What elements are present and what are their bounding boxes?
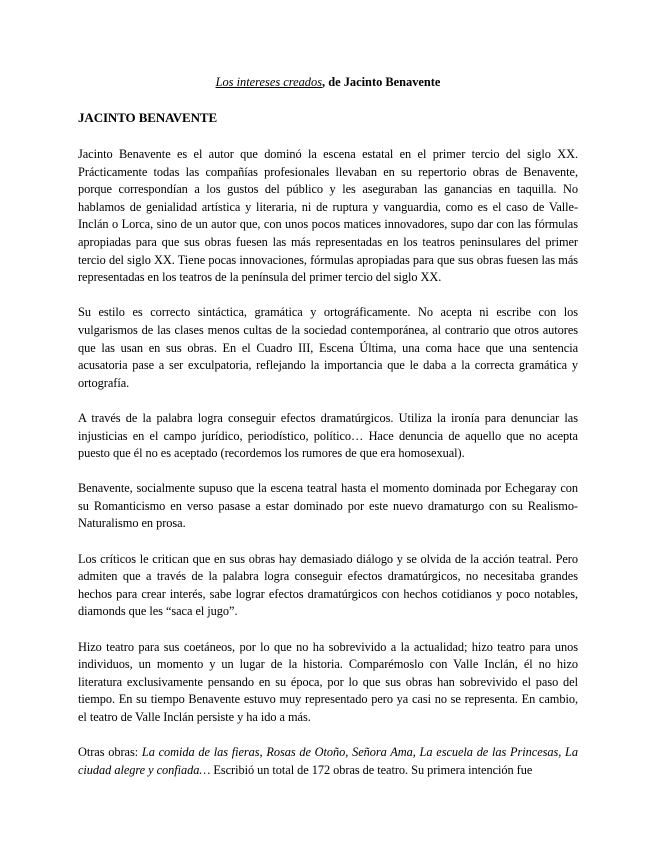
paragraph-irony: A través de la palabra logra conseguir efectos dramatúrgicos. Utiliza la ironía para denunciar las injusticias en el campo jurídico, periodístico, político… Hace denuncia de aquello que no acepta puesto que él no es aceptado (recordemos los rumores de que era homosexual).	[78, 410, 578, 461]
paragraph-style: Su estilo es correcto sintáctica, gramática y ortográficamente. No acepta ni escribe con los vulgarismos de las clases menos cultas de la sociedad contemporánea, al contrario que otros autores que las usan en sus obras. En el Cuadro III, Escena Última, una coma hace que una sentencia acusatoria pase a ser exculpatoria, reflejando la importancia que le daba a la correcta gramática y ortografía.	[78, 305, 578, 390]
paragraph-social: Benavente, socialmente supuso que la escena teatral hasta el momento dominada por Echegaray con su Romanticismo en verso pasase a estar dominado por este nuevo dramaturgo con su Realismo-Naturalismo en prosa.	[78, 481, 578, 531]
paragraph-critics: Los críticos le critican que en sus obras hay demasiado diálogo y se olvida de la acción teatral. Pero admiten que a través de la palabra logra conseguir efectos dramatúrgicos, no necesitaba grandes hechos para crear interés, sabe lograr efectos dramatúrgicos con hechos cotidianos y poco notables, diamonds que les “saca el jugo”.	[78, 551, 578, 619]
other-works-text: Escribió un total de 172 obras de teatro. Su primera intención fue	[210, 762, 533, 777]
document-body	[78, 74, 578, 797]
document-title-author: , de Jacinto Benavente	[322, 75, 441, 89]
paragraph-legacy: Hizo teatro para sus coetáneos, por lo que no ha sobrevivido a la actualidad; hizo teatro para unos individuos, un momento y un lugar de la historia. Comparémoslo con Valle Inclán, él no hizo literatura exclusivamente pensando en su época, por lo que sus obras han sobrevivido el paso del tiempo. En su tiempo Benavente estuvo muy representado pero ya casi no se representa. En cambio, el teatro de Valle Inclán persiste y ha ido a más.	[78, 639, 578, 724]
other-works-label: Otras obras:	[78, 745, 142, 760]
paragraph-other-works	[78, 744, 578, 779]
document-title	[78, 74, 578, 90]
document-title-work: Los intereses creados	[215, 75, 323, 89]
section-heading: JACINTO BENAVENTE	[78, 110, 218, 125]
other-works-titles: La comida de las fieras, Rosas de Otoño, Señora Ama, La escuela de las Princesas, La ciudad alegre y confiada…	[78, 745, 578, 777]
paragraph-intro: Jacinto Benavente es el autor que dominó la escena estatal en el primer tercio del siglo XX. Prácticamente todas las compañías profesionales llevaban en su repertorio obras de Benavente, porque correspondían a los gustos del público y les aseguraban las ganancias en taquilla. No hablamos de genialidad artística y literaria, ni de ruptura y vanguardia, como es el caso de Valle-Inclán o Lorca, sino de un autor que, con unos pocos matices innovadores, supo dar con las fórmulas apropiadas para que sus obras fuesen las más representadas en los teatros peninsulares del primer tercio del siglo XX. Tiene pocas innovaciones, fórmulas apropiadas para que sus obras fuesen las más representadas en los teatros de la península del primer tercio del siglo XX.	[78, 147, 578, 285]
